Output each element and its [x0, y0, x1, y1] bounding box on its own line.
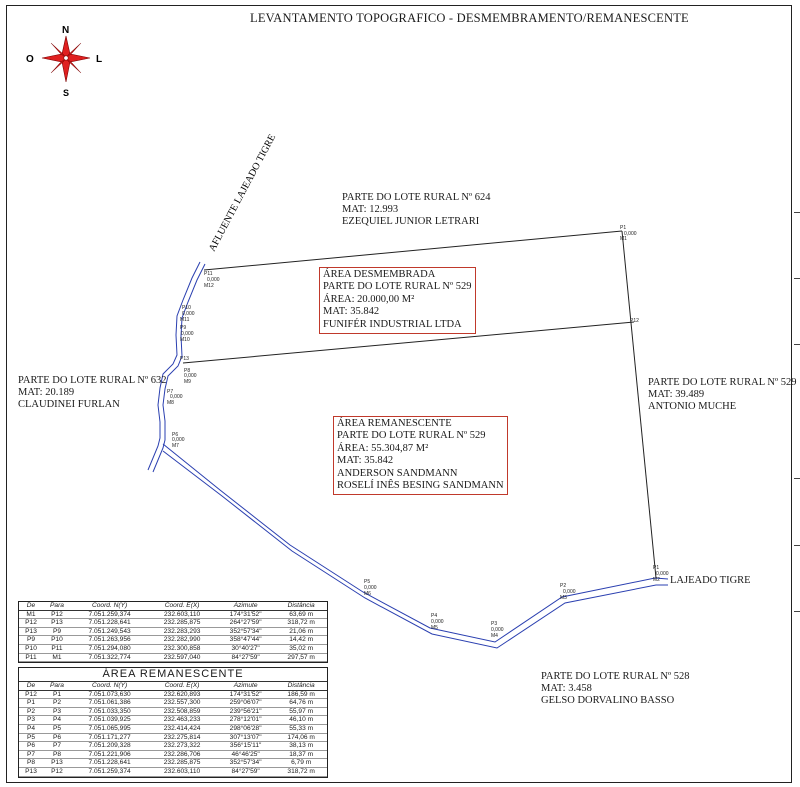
label-m6: M6 — [364, 591, 371, 597]
label-p5-elev: 0,000 — [364, 585, 377, 591]
label-p3-elev: 0,000 — [491, 627, 504, 633]
table-cell: 232.285,875 — [148, 759, 216, 768]
label-p10: P10 — [182, 305, 191, 311]
table-cell: P12 — [19, 690, 43, 699]
edge-mark — [794, 212, 800, 213]
table-cell: 7.051.259,374 — [71, 767, 148, 776]
label-m1-elev: 0,000 — [624, 231, 637, 237]
table-cell: 297,57 m — [275, 653, 327, 662]
table-cell: 46,10 m — [275, 716, 327, 725]
table-cell: 18,37 m — [275, 750, 327, 759]
table-row — [19, 750, 327, 759]
label-m8: M8 — [167, 400, 174, 406]
table-cell: 358°47'44" — [216, 636, 275, 645]
table-cell: P12 — [43, 610, 71, 619]
table-cell: 64,76 m — [275, 699, 327, 708]
table-cell: P8 — [43, 750, 71, 759]
table-cell: 232.557,300 — [148, 699, 216, 708]
coordinates-table-remanescente — [18, 667, 328, 778]
table-row — [19, 699, 327, 708]
label-m9: M9 — [184, 379, 191, 385]
neighbor-west: PARTE DO LOTE RURAL Nº 632 MAT: 20.189 CLAUDINEI FURLAN — [18, 375, 167, 410]
label-p8-elev: 0,000 — [184, 373, 197, 379]
table-row — [19, 610, 327, 619]
table-cell: 278°12'01" — [216, 716, 275, 725]
table-cell: 7.051.209,328 — [71, 742, 148, 751]
table-cell: 7.051.228,641 — [71, 619, 148, 628]
compass-o: O — [26, 54, 34, 65]
table-cell: 174,06 m — [275, 733, 327, 742]
table-cell: 63,69 m — [275, 610, 327, 619]
table-cell: P4 — [43, 716, 71, 725]
table-cell: 7.051.322,774 — [71, 653, 148, 662]
table-cell: P4 — [19, 724, 43, 733]
table-row — [19, 733, 327, 742]
table-cell: 352°57'34" — [216, 759, 275, 768]
label-m11: M11 — [180, 317, 190, 323]
table-cell: P13 — [43, 759, 71, 768]
table-cell: 7.051.171,277 — [71, 733, 148, 742]
table-cell: 174°31'52" — [216, 610, 275, 619]
table-cell: 232.282,990 — [148, 636, 216, 645]
label-m12: M12 — [204, 283, 214, 289]
label-m5: M5 — [431, 625, 438, 631]
table-cell: P1 — [43, 690, 71, 699]
table-cell: P13 — [19, 627, 43, 636]
label-p12: P12 — [630, 318, 639, 324]
table-cell: 7.051.039,925 — [71, 716, 148, 725]
table-row — [19, 653, 327, 662]
label-p2: P2 — [560, 583, 567, 589]
table-cell: 174°31'52" — [216, 690, 275, 699]
edge-mark — [794, 611, 800, 612]
table-cell: P5 — [19, 733, 43, 742]
table-cell: 38,13 m — [275, 742, 327, 751]
table-cell: P3 — [43, 707, 71, 716]
table-cell: P9 — [19, 636, 43, 645]
label-m1-name: M1 — [620, 236, 627, 242]
table-cell: 318,72 m — [275, 767, 327, 776]
table-cell: 30°40'27" — [216, 644, 275, 653]
table-cell: 298°06'28" — [216, 724, 275, 733]
label-p4-elev: 0,000 — [431, 619, 444, 625]
table-cell: P1 — [19, 699, 43, 708]
table-header-row: De Para Coord. N(Y) Coord. E(X) Azimute Distância — [19, 682, 327, 691]
table-cell: 232.603,110 — [148, 767, 216, 776]
table-cell: 307°13'07" — [216, 733, 275, 742]
table-cell: 318,72 m — [275, 619, 327, 628]
label-p9: P9 — [180, 325, 187, 331]
table-row — [19, 644, 327, 653]
table-cell: 21,06 m — [275, 627, 327, 636]
table-cell: P10 — [43, 636, 71, 645]
edge-mark — [794, 344, 800, 345]
table-cell: 232.273,322 — [148, 742, 216, 751]
table-cell: P13 — [43, 619, 71, 628]
table-cell: 356°15'11" — [216, 742, 275, 751]
label-p5: P5 — [364, 579, 371, 585]
table-cell: 7.051.294,080 — [71, 644, 148, 653]
table-row — [19, 742, 327, 751]
label-p9-elev: 0,000 — [181, 331, 194, 337]
table-cell: P9 — [43, 627, 71, 636]
table-cell: 232.620,893 — [148, 690, 216, 699]
table-cell: 55,97 m — [275, 707, 327, 716]
table-cell: 232.286,706 — [148, 750, 216, 759]
table-cell: P3 — [19, 716, 43, 725]
table-cell: 186,59 m — [275, 690, 327, 699]
label-p7-elev: 0,000 — [170, 394, 183, 400]
table-cell: 35,02 m — [275, 644, 327, 653]
label-p11-elev: 0,000 — [207, 277, 220, 283]
table-cell: 232.463,233 — [148, 716, 216, 725]
table-cell: P7 — [19, 750, 43, 759]
label-afluente: AFLUENTE LAJEADO TIGRE — [206, 132, 279, 254]
table-cell: 7.051.249,543 — [71, 627, 148, 636]
table-cell: 232.300,858 — [148, 644, 216, 653]
label-lajeado-tigre: LAJEADO TIGRE — [670, 575, 751, 586]
edge-mark — [794, 278, 800, 279]
area-remanescente-box: ÁREA REMANESCENTE PARTE DO LOTE RURAL Nº 529 ÁREA: 55.304,87 M² MAT: 35.842 ANDERSON SANDMANN ROSELÍ INÊS BESING SANDMANN — [333, 416, 508, 495]
drawing-title: LEVANTAMENTO TOPOGRAFICO - DESMEMBRAMENTO/REMANESCENTE — [250, 11, 689, 25]
label-p2-elev: 0,000 — [563, 589, 576, 595]
area-desmembrada-box: ÁREA DESMEMBRADA PARTE DO LOTE RURAL Nº 529 ÁREA: 20.000,00 M² MAT: 35.842 FUNIFÉR INDUSTRIAL LTDA — [319, 267, 476, 334]
neighbor-south: PARTE DO LOTE RURAL Nº 528 MAT: 3.458 GELSO DORVALINO BASSO — [541, 671, 690, 706]
label-p1-elev: 0,000 — [656, 571, 669, 577]
table-cell: M1 — [43, 653, 71, 662]
label-p13: P13 — [180, 356, 189, 362]
table-cell: 7.051.221,906 — [71, 750, 148, 759]
table-cell: P7 — [43, 742, 71, 751]
table-cell: P11 — [43, 644, 71, 653]
svg-text:M1 — [620, 236, 627, 242]
table-cell: P2 — [43, 699, 71, 708]
table-row — [19, 759, 327, 768]
table-cell: 14,42 m — [275, 636, 327, 645]
table-row — [19, 716, 327, 725]
label-m7: M7 — [172, 443, 179, 449]
table-cell: P6 — [43, 733, 71, 742]
table-cell: 264°27'59" — [216, 619, 275, 628]
compass-l: L — [96, 54, 103, 65]
label-p6-elev: 0,000 — [172, 437, 185, 443]
label-p6: P6 — [172, 432, 179, 438]
table-cell: P8 — [19, 759, 43, 768]
table-cell: 259°06'07" — [216, 699, 275, 708]
table-cell: P6 — [19, 742, 43, 751]
label-p11: P11 — [204, 271, 213, 277]
compass-n: N — [62, 25, 70, 36]
table-cell: 7.051.065,995 — [71, 724, 148, 733]
table-cell: 232.597,040 — [148, 653, 216, 662]
table-cell: P12 — [43, 767, 71, 776]
table-cell: P2 — [19, 707, 43, 716]
table-cell: 55,33 m — [275, 724, 327, 733]
label-p8: P8 — [184, 368, 191, 374]
table-cell: 352°57'34" — [216, 627, 275, 636]
table-row — [19, 707, 327, 716]
table-title: ÁREA REMANESCENTE — [19, 668, 327, 682]
table-cell: P5 — [43, 724, 71, 733]
label-p7: P7 — [167, 389, 174, 395]
table-cell: P12 — [19, 619, 43, 628]
table-cell: 84°27'59" — [216, 767, 275, 776]
coordinates-table-desmembrada — [18, 601, 328, 663]
label-p3: P3 — [491, 621, 498, 627]
table-cell: P11 — [19, 653, 43, 662]
table-row — [19, 724, 327, 733]
label-m1-p1: P1 — [620, 225, 627, 231]
table-cell: 46°46'25" — [216, 750, 275, 759]
table-header-row: De Para Coord. N(Y) Coord. E(X) Azimute Distância — [19, 602, 327, 610]
edge-mark — [794, 478, 800, 479]
table-cell: 232.285,875 — [148, 619, 216, 628]
table-cell: 7.051.073,630 — [71, 690, 148, 699]
table-row — [19, 690, 327, 699]
compass-s: S — [63, 88, 70, 98]
table-cell: 232.283,293 — [148, 627, 216, 636]
table-cell: 7.051.061,386 — [71, 699, 148, 708]
table-cell: 7.051.228,641 — [71, 759, 148, 768]
table-row — [19, 619, 327, 628]
table-cell: 232.508,859 — [148, 707, 216, 716]
table-cell: P10 — [19, 644, 43, 653]
table-row — [19, 767, 327, 776]
table-cell: 239°56'21" — [216, 707, 275, 716]
table-cell: 84°27'59" — [216, 653, 275, 662]
table-cell: 7.051.263,956 — [71, 636, 148, 645]
edge-mark — [794, 545, 800, 546]
label-p10-elev: 0,000 — [182, 311, 195, 317]
table-cell: 6,79 m — [275, 759, 327, 768]
table-cell: 7.051.033,350 — [71, 707, 148, 716]
label-m2: M2 — [653, 577, 660, 583]
neighbor-north: PARTE DO LOTE RURAL Nº 624 MAT: 12.993 EZEQUIEL JUNIOR LETRARI — [342, 192, 491, 227]
table-cell: 232.275,814 — [148, 733, 216, 742]
table-row — [19, 627, 327, 636]
label-p4: P4 — [431, 613, 438, 619]
neighbor-east: PARTE DO LOTE RURAL Nº 529 MAT: 39.489 ANTONIO MUCHE — [648, 377, 797, 412]
table-cell: M1 — [19, 610, 43, 619]
label-m4: M4 — [491, 633, 498, 639]
label-p1: P1 — [653, 565, 660, 571]
label-m10: M10 — [180, 337, 190, 343]
table-cell: 232.603,110 — [148, 610, 216, 619]
label-m3: M3 — [560, 595, 567, 601]
table-row — [19, 636, 327, 645]
table-cell: P13 — [19, 767, 43, 776]
table-cell: 7.051.259,374 — [71, 610, 148, 619]
table-cell: 232.414,424 — [148, 724, 216, 733]
compass-rose-icon — [42, 36, 90, 82]
